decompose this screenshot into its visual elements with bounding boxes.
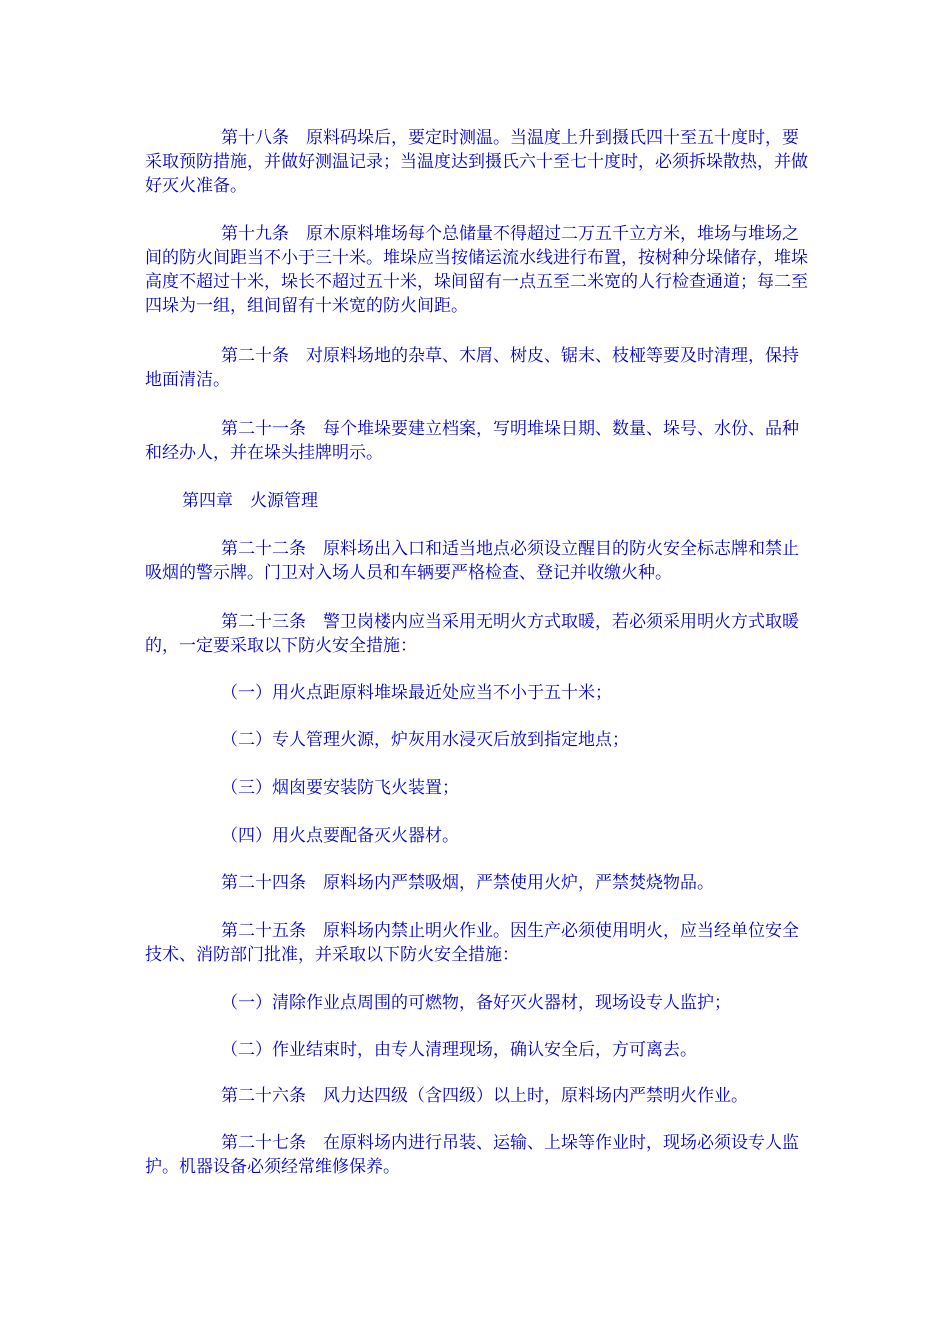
article-23-item-1: （一）用火点距原料堆垛最近处应当不小于五十米； xyxy=(221,683,612,703)
article-25-item-2: （二）作业结束时，由专人清理现场，确认安全后，方可离去。 xyxy=(221,1040,697,1060)
article-22: 第二十二条 原料场出入口和适当地点必须设立醒目的防火安全标志牌和禁止吸烟的警示牌。门卫对入场人员和车辆要严格检查、登记并收缴火种。 xyxy=(145,539,799,583)
article-18: 第十八条 原料码垛后，要定时测温。当温度上升到摄氏四十至五十度时，要采取预防措施，并做好测温记录；当温度达到摄氏六十至七十度时，必须拆垛散热，并做好灭火准备。 xyxy=(145,128,808,196)
article-25: 第二十五条 原料场内禁止明火作业。因生产必须使用明火，应当经单位安全技术、消防部门批准，并采取以下防火安全措施： xyxy=(145,921,799,965)
article-23-item-4: （四）用火点要配备灭火器材。 xyxy=(221,826,459,846)
article-20: 第二十条 对原料场地的杂草、木屑、树皮、锯末、枝桠等要及时清理，保持地面清洁。 xyxy=(145,346,799,390)
article-27: 第二十七条 在原料场内进行吊装、运输、上垛等作业时，现场必须设专人监护。机器设备必须经常维修保养。 xyxy=(145,1133,799,1177)
chapter-4-heading: 第四章 火源管理 xyxy=(182,491,318,511)
article-25-item-1: （一）清除作业点周围的可燃物，备好灭火器材，现场设专人监护； xyxy=(221,993,731,1013)
article-23-item-2: （二）专人管理火源，炉灰用水浸灭后放到指定地点； xyxy=(221,730,629,750)
article-24: 第二十四条 原料场内严禁吸烟，严禁使用火炉，严禁焚烧物品。 xyxy=(221,873,714,893)
article-19: 第十九条 原木原料堆场每个总储量不得超过二万五千立方米，堆场与堆场之间的防火间距当不小于三十米。堆垛应当按储运流水线进行布置，按树种分垛储存，堆垛高度不超过十米，垛长不超过五十米，垛间留有一点五至二米宽的人行检查通道；每二至四垛为一组，组间留有十米宽的防火间距。 xyxy=(145,224,808,316)
article-23-item-3: （三）烟囱要安装防飞火装置； xyxy=(221,778,459,798)
article-23: 第二十三条 警卫岗楼内应当采用无明火方式取暖，若必须采用明火方式取暖的，一定要采取以下防火安全措施： xyxy=(145,612,799,656)
article-26: 第二十六条 风力达四级（含四级）以上时，原料场内严禁明火作业。 xyxy=(221,1086,748,1106)
article-21: 第二十一条 每个堆垛要建立档案，写明堆垛日期、数量、垛号、水份、品种和经办人，并在垛头挂牌明示。 xyxy=(145,419,799,463)
